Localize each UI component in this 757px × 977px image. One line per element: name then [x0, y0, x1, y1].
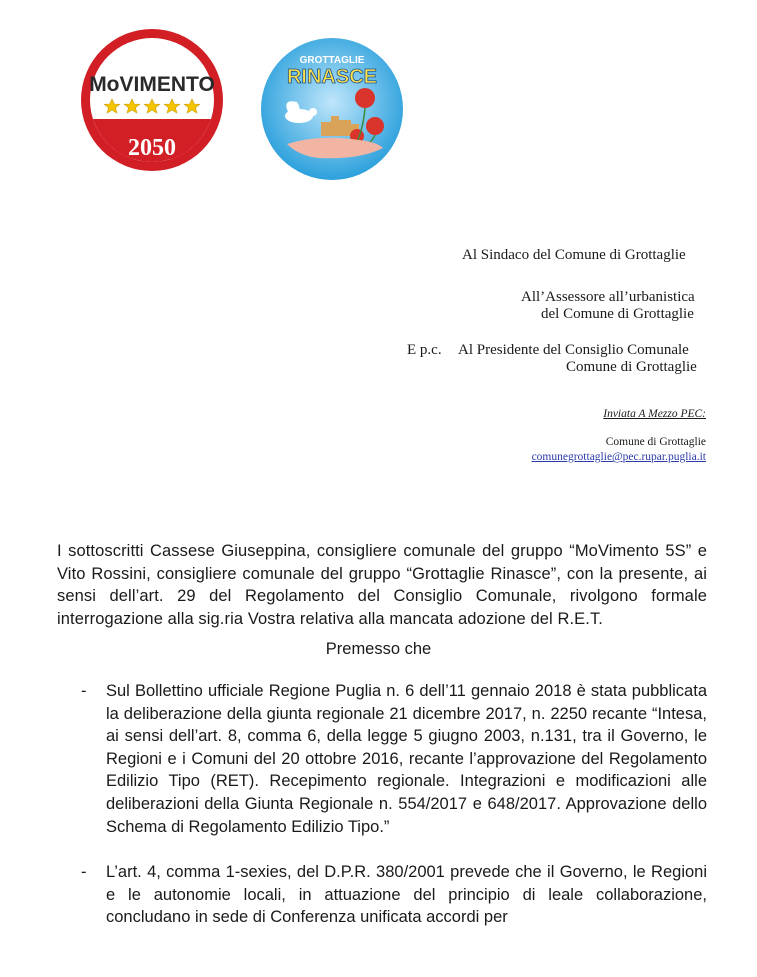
list-item: [55, 861, 707, 929]
addressee-sindaco: Al Sindaco del Comune di Grottaglie: [462, 247, 686, 263]
bullet-text: L’art. 4, comma 1-sexies, del D.P.R. 380/2001 prevede che il Governo, le Regioni e le autonomie locali, in attuazione del principio di leale collaborazione, concludano in sede di Conferenza unificata accordi per: [106, 863, 707, 927]
pec-title: Inviata A Mezzo PEC:: [603, 408, 706, 420]
pec-recipient: Comune di Grottaglie: [605, 436, 706, 448]
rinasce-word: RINASCE: [286, 66, 378, 88]
list-item: [55, 680, 707, 838]
section-heading: Premesso che: [325, 640, 432, 658]
grottaglie-rinasce-logo: [259, 36, 405, 182]
intro-paragraph: I sottoscritti Cassese Giuseppina, consigliere comunale del gruppo “MoVimento 5S” e Vito Rossini, consigliere comunale del gruppo “Grottaglie Rinasce”, con la presente, ai sensi dell’art. 29 del Regolamento del Consiglio Comunale, rivolgono formale interrogazione alla sig.ria Vostra relativa alla mancata adozione del R.E.T.: [57, 542, 707, 628]
epc-prefix: E p.c.: [407, 342, 442, 358]
addressee-assessore-line1: All’Assessore all’urbanistica: [521, 289, 695, 305]
grottaglie-word: GROTTAGLIE: [299, 55, 365, 66]
addressee-presidente-line2: Comune di Grottaglie: [566, 359, 697, 375]
addressee-presidente-line1: Al Presidente del Consiglio Comunale: [458, 342, 689, 358]
addressee-assessore-line2: del Comune di Grottaglie: [541, 306, 694, 322]
bullet-dash: -: [81, 863, 87, 881]
pec-block: [532, 407, 706, 465]
pec-email-link[interactable]: comunegrottaglie@pec.rupar.puglia.it: [531, 451, 706, 463]
movimento-year: 2050: [128, 135, 176, 161]
movimento-word: MoVIMENTO: [89, 73, 215, 96]
bullet-dash: -: [81, 682, 87, 700]
movimento-logo: [79, 27, 225, 173]
bullet-text: Sul Bollettino ufficiale Regione Puglia n. 6 dell’11 gennaio 2018 è stata pubblicata la deliberazione della giunta regionale 21 dicembre 2017, n. 2250 recante “Intesa, ai sensi dell’art. 8, comma 6, della legge 5 giugno 2003, n.131, tra il Governo, le Regioni e i Comuni del 20 ottobre 2016, recante l’approvazione del Regolamento Edilizio Tipo (RET). Recepimento regionale. Integrazioni e modificazioni alle deliberazioni della Giunta Regionale n. 554/2017 e 648/2017. Approvazione dello Schema di Regolamento Edilizio Tipo.”: [106, 682, 707, 836]
